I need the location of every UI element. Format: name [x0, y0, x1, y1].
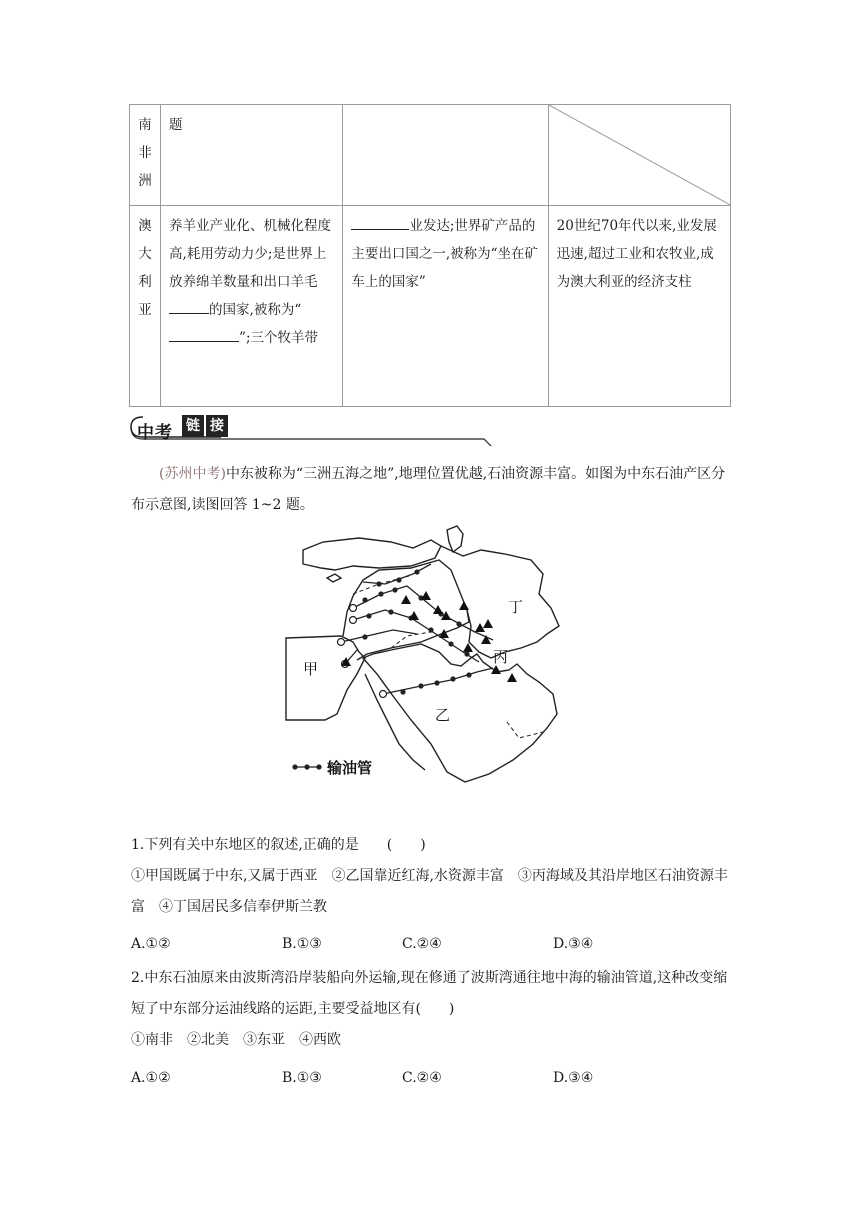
option-a[interactable]: A.①②	[131, 1070, 171, 1086]
text: ”;三个牧羊带	[239, 330, 318, 346]
region-cell-australia	[130, 206, 161, 407]
section-header	[129, 413, 494, 449]
label-yi: 乙	[435, 706, 451, 724]
table-row-australia	[130, 206, 731, 407]
option-b[interactable]: B.①③	[282, 936, 322, 952]
intro-paragraph	[131, 459, 731, 521]
diagonal-line	[549, 105, 730, 205]
section-title: 中考	[137, 423, 173, 443]
region-char: 洲	[138, 173, 152, 189]
fill-blank[interactable]	[351, 215, 409, 230]
section-box-char: 链	[182, 415, 204, 437]
cell-tourism-australia: 20世纪70年代以来,业发展迅速,超过工业和农牧业,成为澳大利亚的经济支柱	[548, 206, 730, 407]
region-char: 利	[138, 274, 152, 290]
fill-blank[interactable]	[169, 327, 239, 342]
question-1-stem: 1.下列有关中东地区的叙述,正确的是 ( )	[131, 837, 426, 853]
question-2-stem: 2.中东石油原来由波斯湾沿岸装船向外运输,现在修通了波斯湾通往地中海的输油管道,这种改变缩短了中东部分运油线路的运距,主要受益地区有( )	[131, 970, 728, 1017]
cell-mining-australia	[343, 206, 548, 407]
source-label: (苏州中考)	[159, 466, 226, 482]
label-jia: 甲	[303, 660, 319, 678]
region-char: 亚	[138, 302, 152, 318]
question-1-options	[131, 936, 731, 956]
text: 养羊业产业化、机械化程度高,耗用劳动力少;是世界上放养绵羊数量和出口羊毛	[169, 218, 332, 290]
table-row-south-africa	[130, 105, 731, 206]
middle-east-oil-map	[281, 524, 571, 790]
text: 业发达;世界矿产品的主要出口国之一,被称为“坐在矿车上的国家”	[351, 218, 539, 290]
cell-diagonal	[548, 105, 730, 206]
region-comparison-table	[129, 104, 731, 407]
question-2-options	[131, 1070, 731, 1090]
question-1-statements: ①甲国既属于中东,又属于西亚 ②乙国靠近红海,水资源丰富 ③丙海域及其沿岸地区石油资源丰富 ④丁国居民多信奉伊斯兰教	[131, 868, 728, 915]
section-box-char: 接	[206, 415, 228, 437]
region-char: 非	[138, 145, 152, 161]
option-c[interactable]: C.②④	[402, 936, 442, 952]
question-2-statements: ①南非 ②北美 ③东亚 ④西欧	[131, 1032, 341, 1048]
label-ding: 丁	[508, 598, 524, 616]
cell-agriculture-australia	[161, 206, 343, 407]
option-a[interactable]: A.①②	[131, 936, 171, 952]
region-cell-south-africa	[130, 105, 161, 206]
option-c[interactable]: C.②④	[402, 1070, 442, 1086]
cell-mining	[343, 105, 548, 206]
option-d[interactable]: D.③④	[553, 936, 594, 952]
map-legend	[292, 759, 372, 777]
option-b[interactable]: B.①③	[282, 1070, 322, 1086]
cell-agriculture: 题	[161, 105, 343, 206]
map-coastlines	[286, 526, 559, 782]
region-char: 澳	[138, 218, 152, 234]
region-char: 南	[138, 117, 152, 133]
intro-text: 中东被称为“三洲五海之地”,地理位置优越,石油资源丰富。如图为中东石油产区分布示意图,读图回答 1~2 题。	[131, 466, 726, 513]
legend-pipeline-label: 输油管	[327, 759, 373, 777]
region-char: 大	[138, 246, 152, 262]
fill-blank[interactable]	[169, 299, 209, 314]
text: 的国家,被称为“	[209, 302, 302, 318]
label-bing: 丙	[493, 648, 509, 666]
option-d[interactable]: D.③④	[553, 1070, 594, 1086]
